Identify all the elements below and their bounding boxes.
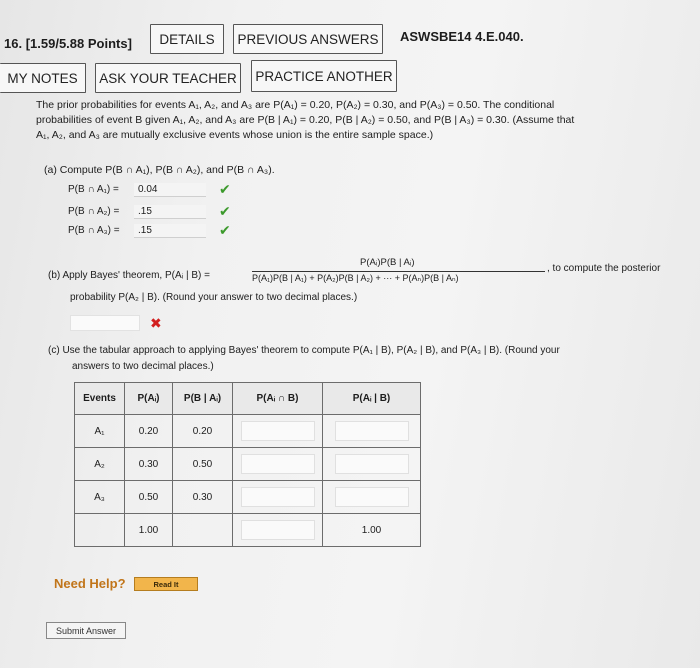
table-row <box>75 415 421 448</box>
question-header <box>4 36 132 51</box>
points-label: [1.59/5.88 Points] <box>25 36 132 51</box>
posterior-cell <box>323 448 421 481</box>
prompt-line-1: The prior probabilities for events A₁, A₂, and A₃ are P(A₁) = 0.20, P(A₂) = 0.30, and P(A₃) = 0.50. The conditional <box>36 99 555 111</box>
joint-input-2[interactable] <box>241 454 315 474</box>
ask-teacher-button[interactable]: ASK YOUR TEACHER <box>95 63 241 93</box>
incorrect-x-icon: ✖ <box>150 315 162 331</box>
posterior-input-3[interactable] <box>335 487 409 507</box>
practice-another-button[interactable]: PRACTICE ANOTHER <box>251 60 397 92</box>
joint-cell <box>233 481 323 514</box>
col-conditional: P(B | Aᵢ) <box>173 383 233 415</box>
table-row <box>75 448 421 481</box>
bayes-denominator: P(A₁)P(B | A₁) + P(A₂)P(B | A₂) + ··· + P(Aₙ)P(B | Aₙ) <box>252 273 459 283</box>
posterior-input-1[interactable] <box>335 421 409 441</box>
table-total-row <box>75 514 421 547</box>
question-id: ASWSBE14 4.E.040. <box>400 29 524 44</box>
joint-input-1[interactable] <box>241 421 315 441</box>
total-joint-input[interactable] <box>241 520 315 540</box>
conditional-cell: 0.20 <box>173 415 233 448</box>
problem-statement <box>36 98 696 143</box>
need-help-label: Need Help? <box>54 576 126 591</box>
conditional-cell: 0.50 <box>173 448 233 481</box>
part-a-question: (a) Compute P(B ∩ A₁), P(B ∩ A₂), and P(B ∩ A₃). <box>44 164 275 176</box>
part-a-answer-3[interactable]: .15 <box>134 224 206 238</box>
posterior-cell <box>323 481 421 514</box>
posterior-input-2[interactable] <box>335 454 409 474</box>
part-b-answer-field[interactable] <box>70 315 140 331</box>
part-c-line-1: (c) Use the tabular approach to applying Bayes' theorem to compute P(A₁ | B), P(A₂ | B), and P(A₃ | B). (Round your <box>48 345 560 356</box>
question-number: 16. <box>4 36 23 51</box>
table-row <box>75 481 421 514</box>
fraction-bar <box>252 271 545 272</box>
bayes-numerator: P(Aᵢ)P(B | Aᵢ) <box>360 257 415 268</box>
prior-cell: 0.30 <box>125 448 173 481</box>
col-joint: P(Aᵢ ∩ B) <box>233 383 323 415</box>
joint-cell <box>233 448 323 481</box>
posterior-cell <box>323 415 421 448</box>
previous-answers-button[interactable]: PREVIOUS ANSWERS <box>233 24 383 54</box>
prompt-line-3: A₁, A₂, and A₃ are mutually exclusive events whose union is the entire sample space.) <box>36 129 434 141</box>
details-button[interactable]: DETAILS <box>150 24 224 54</box>
part-a-label-2: P(B ∩ A₂) = <box>68 206 120 217</box>
correct-check-icon: ✔ <box>219 222 231 238</box>
col-posterior: P(Aᵢ | B) <box>323 383 421 415</box>
read-it-button[interactable]: Read It <box>134 577 198 591</box>
part-a-answer-1[interactable]: 0.04 <box>134 183 206 197</box>
prior-cell: 0.50 <box>125 481 173 514</box>
col-prior: P(Aᵢ) <box>125 383 173 415</box>
total-label-cell <box>75 514 125 547</box>
event-cell: A₁ <box>75 415 125 448</box>
total-joint-cell <box>233 514 323 547</box>
part-b-suffix: , to compute the posterior <box>547 263 661 274</box>
part-c-line-2: answers to two decimal places.) <box>72 361 214 372</box>
correct-check-icon: ✔ <box>219 203 231 219</box>
joint-cell <box>233 415 323 448</box>
event-cell: A₃ <box>75 481 125 514</box>
conditional-cell: 0.30 <box>173 481 233 514</box>
submit-answer-button[interactable]: Submit Answer <box>46 622 126 639</box>
total-prior-cell: 1.00 <box>125 514 173 547</box>
prompt-line-2: probabilities of event B given A₁, A₂, and A₃ are P(B | A₁) = 0.20, P(B | A₂) = 0.50, and P(B | A₃) = 0.30. (Assume that <box>36 114 575 126</box>
table-header-row <box>75 383 421 415</box>
bayes-table <box>74 382 421 547</box>
col-events: Events <box>75 383 125 415</box>
part-a-label-1: P(B ∩ A₁) = <box>68 184 119 195</box>
correct-check-icon: ✔ <box>219 181 231 197</box>
my-notes-button[interactable]: MY NOTES <box>0 63 86 93</box>
part-a-answer-2[interactable]: .15 <box>134 205 206 219</box>
part-a-label-3: P(B ∩ A₃) = <box>68 225 120 236</box>
total-posterior-cell: 1.00 <box>323 514 421 547</box>
joint-input-3[interactable] <box>241 487 315 507</box>
part-b-line-2: probability P(A₂ | B). (Round your answer to two decimal places.) <box>70 292 358 303</box>
event-cell: A₂ <box>75 448 125 481</box>
prior-cell: 0.20 <box>125 415 173 448</box>
total-conditional-cell <box>173 514 233 547</box>
part-b-prefix: (b) Apply Bayes' theorem, P(Aᵢ | B) = <box>48 270 210 281</box>
